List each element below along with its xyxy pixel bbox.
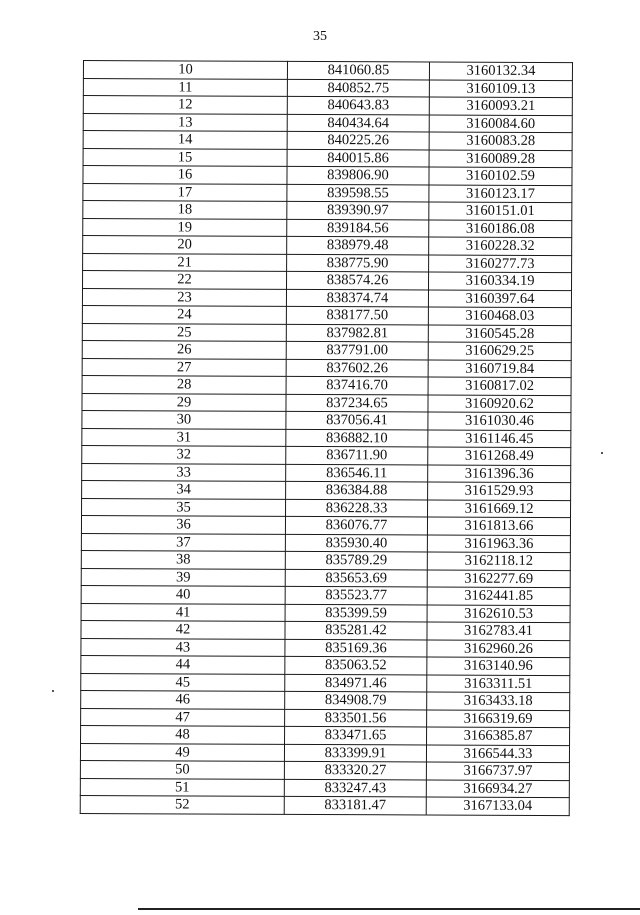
table-row bbox=[83, 201, 572, 221]
point-number-cell: 32 bbox=[82, 445, 286, 463]
x-coordinate-cell: 834971.46 bbox=[285, 674, 427, 692]
table-row bbox=[81, 515, 570, 535]
point-number-cell: 23 bbox=[82, 288, 286, 306]
y-coordinate-cell: 3160089.28 bbox=[429, 150, 572, 168]
y-coordinate-cell: 3161669.12 bbox=[428, 500, 571, 518]
point-number-cell: 35 bbox=[82, 498, 286, 516]
coordinate-table-body bbox=[80, 61, 572, 816]
table-row bbox=[82, 428, 571, 448]
y-coordinate-cell: 3166737.97 bbox=[426, 762, 569, 780]
table-row bbox=[82, 463, 571, 483]
y-coordinate-cell: 3166544.33 bbox=[426, 745, 569, 763]
y-coordinate-cell: 3161268.49 bbox=[428, 447, 571, 465]
table-row bbox=[81, 690, 570, 710]
x-coordinate-cell: 835789.29 bbox=[285, 551, 427, 569]
x-coordinate-cell: 836384.88 bbox=[286, 481, 428, 499]
table-row bbox=[81, 655, 570, 675]
y-coordinate-cell: 3161813.66 bbox=[427, 517, 570, 535]
x-coordinate-cell: 833247.43 bbox=[284, 779, 426, 797]
table-row bbox=[83, 183, 572, 203]
table-row bbox=[83, 113, 572, 133]
bottom-rule bbox=[138, 908, 640, 910]
point-number-cell: 48 bbox=[81, 725, 285, 743]
point-number-cell: 16 bbox=[83, 166, 287, 184]
table-row bbox=[82, 480, 571, 500]
table-row bbox=[80, 795, 569, 815]
x-coordinate-cell: 838374.74 bbox=[286, 289, 428, 307]
point-number-cell: 42 bbox=[81, 620, 285, 638]
y-coordinate-cell: 3162118.12 bbox=[427, 552, 570, 570]
y-coordinate-cell: 3161030.46 bbox=[428, 412, 571, 430]
x-coordinate-cell: 835523.77 bbox=[285, 586, 427, 604]
x-coordinate-cell: 833320.27 bbox=[284, 761, 426, 779]
x-coordinate-cell: 838574.26 bbox=[287, 271, 429, 289]
x-coordinate-cell: 835169.36 bbox=[285, 639, 427, 657]
table-row bbox=[82, 340, 571, 360]
table-row bbox=[81, 638, 570, 658]
point-number-cell: 17 bbox=[83, 183, 287, 201]
x-coordinate-cell: 837791.00 bbox=[286, 341, 428, 359]
point-number-cell: 10 bbox=[83, 61, 287, 79]
y-coordinate-cell: 3160102.59 bbox=[429, 167, 572, 185]
y-coordinate-cell: 3166385.87 bbox=[427, 727, 570, 745]
y-coordinate-cell: 3160151.01 bbox=[429, 202, 572, 220]
y-coordinate-cell: 3160084.60 bbox=[429, 115, 572, 133]
table-row bbox=[83, 131, 572, 151]
point-number-cell: 43 bbox=[81, 638, 285, 656]
x-coordinate-cell: 836228.33 bbox=[286, 499, 428, 517]
table-row bbox=[83, 61, 572, 81]
table-row bbox=[81, 725, 570, 745]
table-row bbox=[82, 288, 571, 308]
x-coordinate-cell: 833501.56 bbox=[285, 709, 427, 727]
point-number-cell: 13 bbox=[83, 113, 287, 131]
x-coordinate-cell: 833181.47 bbox=[284, 796, 426, 814]
table-row bbox=[83, 271, 572, 291]
y-coordinate-cell: 3160093.21 bbox=[429, 97, 572, 115]
y-coordinate-cell: 3160817.02 bbox=[428, 377, 571, 395]
y-coordinate-cell: 3160920.62 bbox=[428, 395, 571, 413]
point-number-cell: 50 bbox=[80, 760, 284, 778]
table-row bbox=[82, 498, 571, 518]
table-row bbox=[82, 358, 571, 378]
x-coordinate-cell: 838979.48 bbox=[287, 236, 429, 254]
table-row bbox=[82, 305, 571, 325]
x-coordinate-cell: 837234.65 bbox=[286, 394, 428, 412]
y-coordinate-cell: 3160123.17 bbox=[429, 185, 572, 203]
table-row bbox=[82, 445, 571, 465]
y-coordinate-cell: 3161146.45 bbox=[428, 430, 571, 448]
table-row bbox=[81, 708, 570, 728]
y-coordinate-cell: 3160083.28 bbox=[429, 132, 572, 150]
y-coordinate-cell: 3161396.36 bbox=[428, 465, 571, 483]
table-row bbox=[81, 550, 570, 570]
x-coordinate-cell: 840434.64 bbox=[287, 114, 429, 132]
point-number-cell: 36 bbox=[81, 515, 285, 533]
point-number-cell: 11 bbox=[83, 78, 287, 96]
y-coordinate-cell: 3166934.27 bbox=[426, 780, 569, 798]
y-coordinate-cell: 3163311.51 bbox=[427, 675, 570, 693]
y-coordinate-cell: 3162277.69 bbox=[427, 570, 570, 588]
point-number-cell: 40 bbox=[81, 585, 285, 603]
x-coordinate-cell: 833399.91 bbox=[284, 744, 426, 762]
y-coordinate-cell: 3161963.36 bbox=[427, 535, 570, 553]
x-coordinate-cell: 840852.75 bbox=[287, 79, 429, 97]
table-row bbox=[83, 166, 572, 186]
point-number-cell: 51 bbox=[80, 778, 284, 796]
point-number-cell: 22 bbox=[83, 271, 287, 289]
point-number-cell: 14 bbox=[83, 131, 287, 149]
point-number-cell: 19 bbox=[83, 218, 287, 236]
x-coordinate-cell: 840015.86 bbox=[287, 149, 429, 167]
point-number-cell: 33 bbox=[82, 463, 286, 481]
page-number: 35 bbox=[313, 29, 327, 44]
y-coordinate-cell: 3160468.03 bbox=[428, 307, 571, 325]
x-coordinate-cell: 836711.90 bbox=[286, 446, 428, 464]
y-coordinate-cell: 3160545.28 bbox=[428, 325, 571, 343]
point-number-cell: 15 bbox=[83, 148, 287, 166]
point-number-cell: 45 bbox=[81, 673, 285, 691]
point-number-cell: 20 bbox=[83, 236, 287, 254]
table-row bbox=[82, 375, 571, 395]
y-coordinate-cell: 3163140.96 bbox=[427, 657, 570, 675]
x-coordinate-cell: 838775.90 bbox=[287, 254, 429, 272]
x-coordinate-cell: 835399.59 bbox=[285, 604, 427, 622]
table-row bbox=[80, 743, 569, 763]
x-coordinate-cell: 841060.85 bbox=[287, 61, 429, 79]
point-number-cell: 49 bbox=[80, 743, 284, 761]
x-coordinate-cell: 838177.50 bbox=[286, 306, 428, 324]
table-row bbox=[82, 393, 571, 413]
y-coordinate-cell: 3160109.13 bbox=[429, 80, 572, 98]
point-number-cell: 26 bbox=[82, 340, 286, 358]
y-coordinate-cell: 3160719.84 bbox=[428, 360, 571, 378]
coordinate-table bbox=[80, 60, 573, 816]
y-coordinate-cell: 3163433.18 bbox=[427, 692, 570, 710]
point-number-cell: 52 bbox=[80, 795, 284, 813]
x-coordinate-cell: 839806.90 bbox=[287, 166, 429, 184]
x-coordinate-cell: 840225.26 bbox=[287, 131, 429, 149]
x-coordinate-cell: 839598.55 bbox=[287, 184, 429, 202]
scan-speck bbox=[601, 452, 603, 454]
table-row bbox=[82, 323, 571, 343]
point-number-cell: 47 bbox=[81, 708, 285, 726]
y-coordinate-cell: 3162441.85 bbox=[427, 587, 570, 605]
scan-speck bbox=[52, 690, 54, 692]
point-number-cell: 30 bbox=[82, 410, 286, 428]
point-number-cell: 37 bbox=[81, 533, 285, 551]
y-coordinate-cell: 3166319.69 bbox=[427, 710, 570, 728]
table-row bbox=[81, 620, 570, 640]
x-coordinate-cell: 834908.79 bbox=[285, 691, 427, 709]
y-coordinate-cell: 3161529.93 bbox=[428, 482, 571, 500]
x-coordinate-cell: 837602.26 bbox=[286, 359, 428, 377]
y-coordinate-cell: 3160186.08 bbox=[429, 220, 572, 238]
point-number-cell: 31 bbox=[82, 428, 286, 446]
x-coordinate-cell: 833471.65 bbox=[285, 726, 427, 744]
point-number-cell: 18 bbox=[83, 201, 287, 219]
point-number-cell: 34 bbox=[82, 480, 286, 498]
table-row bbox=[81, 603, 570, 623]
table-row bbox=[83, 96, 572, 116]
y-coordinate-cell: 3160334.19 bbox=[429, 272, 572, 290]
point-number-cell: 46 bbox=[81, 690, 285, 708]
point-number-cell: 38 bbox=[81, 550, 285, 568]
point-number-cell: 39 bbox=[81, 568, 285, 586]
x-coordinate-cell: 839184.56 bbox=[287, 219, 429, 237]
y-coordinate-cell: 3162783.41 bbox=[427, 622, 570, 640]
x-coordinate-cell: 835930.40 bbox=[285, 534, 427, 552]
table-row bbox=[83, 148, 572, 168]
table-row bbox=[83, 253, 572, 273]
point-number-cell: 44 bbox=[81, 655, 285, 673]
y-coordinate-cell: 3160277.73 bbox=[429, 255, 572, 273]
x-coordinate-cell: 835281.42 bbox=[285, 621, 427, 639]
table-row bbox=[83, 236, 572, 256]
point-number-cell: 25 bbox=[82, 323, 286, 341]
x-coordinate-cell: 835063.52 bbox=[285, 656, 427, 674]
y-coordinate-cell: 3160629.25 bbox=[428, 342, 571, 360]
table-row bbox=[81, 568, 570, 588]
point-number-cell: 27 bbox=[82, 358, 286, 376]
table-row bbox=[81, 585, 570, 605]
x-coordinate-cell: 836882.10 bbox=[286, 429, 428, 447]
x-coordinate-cell: 837416.70 bbox=[286, 376, 428, 394]
y-coordinate-cell: 3162610.53 bbox=[427, 605, 570, 623]
point-number-cell: 12 bbox=[83, 96, 287, 114]
y-coordinate-cell: 3160397.64 bbox=[428, 290, 571, 308]
x-coordinate-cell: 836546.11 bbox=[286, 464, 428, 482]
x-coordinate-cell: 837056.41 bbox=[286, 411, 428, 429]
point-number-cell: 28 bbox=[82, 375, 286, 393]
point-number-cell: 21 bbox=[83, 253, 287, 271]
table-row bbox=[82, 410, 571, 430]
point-number-cell: 29 bbox=[82, 393, 286, 411]
table-row bbox=[80, 760, 569, 780]
table-row bbox=[81, 533, 570, 553]
y-coordinate-cell: 3162960.26 bbox=[427, 640, 570, 658]
y-coordinate-cell: 3160132.34 bbox=[429, 62, 572, 80]
point-number-cell: 24 bbox=[82, 305, 286, 323]
x-coordinate-cell: 839390.97 bbox=[287, 201, 429, 219]
point-number-cell: 41 bbox=[81, 603, 285, 621]
table-row bbox=[83, 78, 572, 98]
x-coordinate-cell: 835653.69 bbox=[285, 569, 427, 587]
y-coordinate-cell: 3167133.04 bbox=[426, 797, 569, 815]
x-coordinate-cell: 840643.83 bbox=[287, 96, 429, 114]
x-coordinate-cell: 836076.77 bbox=[285, 516, 427, 534]
x-coordinate-cell: 837982.81 bbox=[286, 324, 428, 342]
y-coordinate-cell: 3160228.32 bbox=[429, 237, 572, 255]
table-row bbox=[81, 673, 570, 693]
table-row bbox=[83, 218, 572, 238]
table-row bbox=[80, 778, 569, 798]
